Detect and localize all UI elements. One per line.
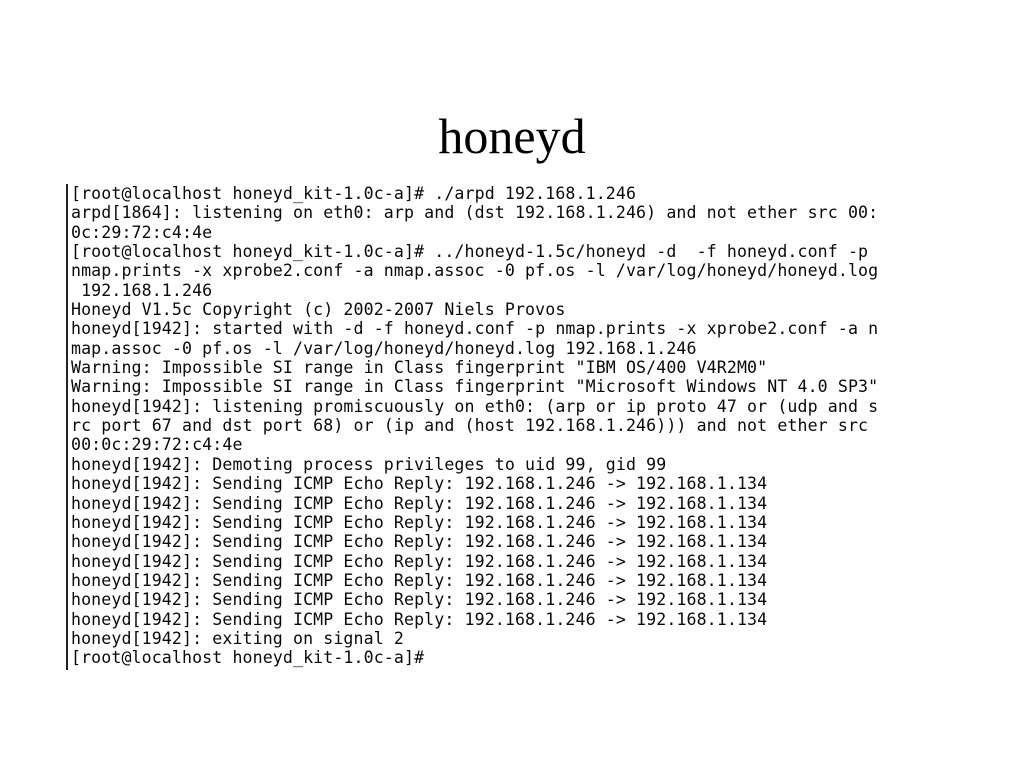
terminal-line: Warning: Impossible SI range in Class fingerprint "Microsoft Windows NT 4.0 SP3"	[71, 377, 879, 397]
terminal-line: [root@localhost honeyd_kit-1.0c-a]# ../honeyd-1.5c/honeyd -d -f honeyd.conf -p	[71, 242, 869, 262]
slide-title: honeyd	[438, 108, 586, 164]
terminal-line: honeyd[1942]: Sending ICMP Echo Reply: 192.168.1.246 -> 192.168.1.134	[71, 512, 768, 532]
terminal-output	[68, 184, 956, 668]
terminal-line: map.assoc -0 pf.os -l /var/log/honeyd/honeyd.log 192.168.1.246	[71, 338, 697, 358]
terminal-line: arpd[1864]: listening on eth0: arp and (dst 192.168.1.246) and not ether src 00:	[71, 203, 879, 223]
terminal-line: honeyd[1942]: Sending ICMP Echo Reply: 192.168.1.246 -> 192.168.1.134	[71, 474, 768, 494]
terminal-line: honeyd[1942]: Sending ICMP Echo Reply: 192.168.1.246 -> 192.168.1.134	[71, 609, 768, 629]
terminal-line: honeyd[1942]: Sending ICMP Echo Reply: 192.168.1.246 -> 192.168.1.134	[71, 493, 768, 513]
terminal-line: honeyd[1942]: Sending ICMP Echo Reply: 192.168.1.246 -> 192.168.1.134	[71, 590, 768, 610]
terminal-prompt-line: [root@localhost honeyd_kit-1.0c-a]#	[71, 648, 425, 668]
terminal-line: 00:0c:29:72:c4:4e	[71, 435, 243, 455]
terminal-line: honeyd[1942]: listening promiscuously on eth0: (arp or ip proto 47 or (udp and s	[71, 396, 879, 416]
terminal-line: Honeyd V1.5c Copyright (c) 2002-2007 Niels Provos	[71, 300, 566, 320]
terminal-screenshot	[66, 184, 956, 670]
terminal-line: honeyd[1942]: exiting on signal 2	[71, 628, 404, 648]
terminal-line: 0c:29:72:c4:4e	[71, 222, 213, 242]
terminal-line: nmap.prints -x xprobe2.conf -a nmap.assoc -0 pf.os -l /var/log/honeyd/honeyd.log	[71, 261, 879, 281]
terminal-line: honeyd[1942]: Sending ICMP Echo Reply: 192.168.1.246 -> 192.168.1.134	[71, 551, 768, 571]
terminal-line: honeyd[1942]: started with -d -f honeyd.conf -p nmap.prints -x xprobe2.conf -a n	[71, 319, 879, 339]
terminal-line: Warning: Impossible SI range in Class fingerprint "IBM OS/400 V4R2M0"	[71, 358, 768, 378]
terminal-line: honeyd[1942]: Sending ICMP Echo Reply: 192.168.1.246 -> 192.168.1.134	[71, 532, 768, 552]
terminal-line: 192.168.1.246	[71, 280, 213, 300]
terminal-line: honeyd[1942]: Demoting process privileges to uid 99, gid 99	[71, 454, 667, 474]
terminal-line: rc port 67 and dst port 68) or (ip and (host 192.168.1.246))) and not ether src	[71, 416, 869, 436]
terminal-line: honeyd[1942]: Sending ICMP Echo Reply: 192.168.1.246 -> 192.168.1.134	[71, 570, 768, 590]
terminal-line: [root@localhost honeyd_kit-1.0c-a]# ./arpd 192.168.1.246	[71, 184, 637, 203]
